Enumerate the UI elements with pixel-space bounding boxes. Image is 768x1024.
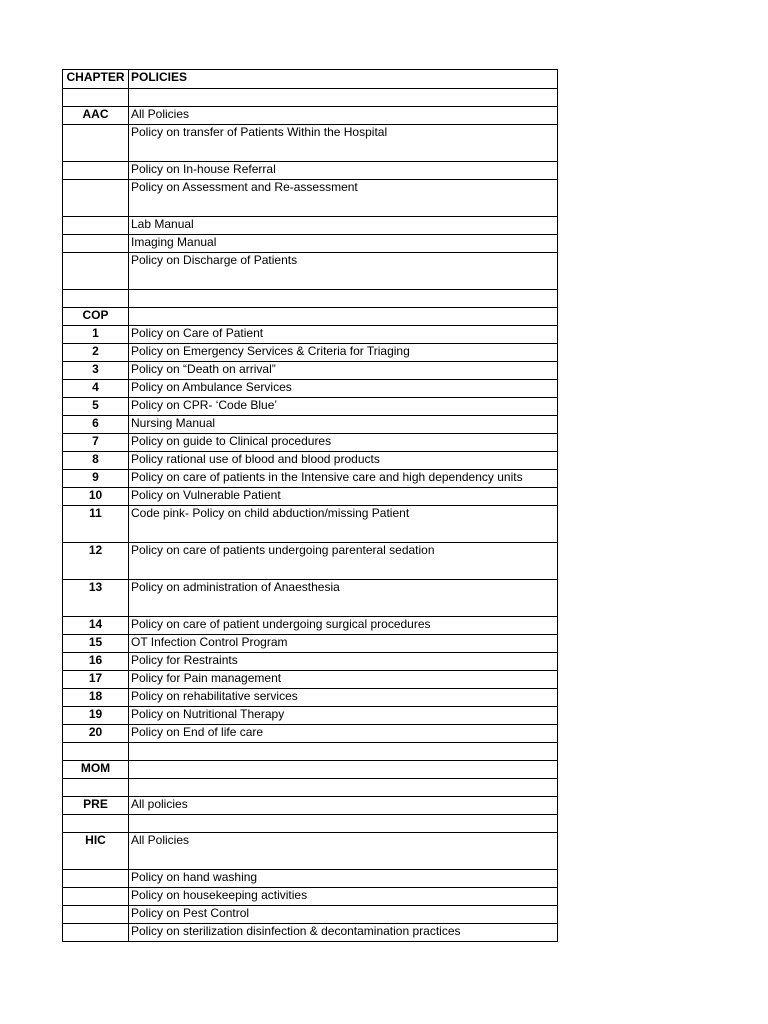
policy-table xyxy=(62,69,558,942)
chapter-cell: 17 xyxy=(63,671,129,689)
table-row xyxy=(63,743,558,761)
policy-cell: Policy on Assessment and Re-assessment xyxy=(129,180,558,217)
table-row xyxy=(63,906,558,924)
policy-cell: Policy for Restraints xyxy=(129,653,558,671)
chapter-cell xyxy=(63,125,129,162)
policy-cell: Policy on Emergency Services & Criteria for Triaging xyxy=(129,344,558,362)
policy-cell: All Policies xyxy=(129,833,558,870)
table-row xyxy=(63,761,558,779)
chapter-cell: AAC xyxy=(63,107,129,125)
table-row xyxy=(63,580,558,617)
table-row xyxy=(63,815,558,833)
policy-cell: Policy on End of life care xyxy=(129,725,558,743)
chapter-cell: 7 xyxy=(63,434,129,452)
chapter-cell: 11 xyxy=(63,506,129,543)
chapter-cell: 2 xyxy=(63,344,129,362)
policy-cell: All policies xyxy=(129,797,558,815)
table-row xyxy=(63,434,558,452)
policy-cell: Policy on administration of Anaesthesia xyxy=(129,580,558,617)
chapter-cell xyxy=(63,906,129,924)
chapter-cell xyxy=(63,743,129,761)
chapter-cell: 4 xyxy=(63,380,129,398)
policy-cell: Policy on housekeeping activities xyxy=(129,888,558,906)
chapter-cell: 5 xyxy=(63,398,129,416)
table-row xyxy=(63,380,558,398)
policy-cell: Lab Manual xyxy=(129,217,558,235)
table-row xyxy=(63,398,558,416)
chapter-cell xyxy=(63,779,129,797)
table-row xyxy=(63,635,558,653)
table-row xyxy=(63,326,558,344)
chapter-cell: 14 xyxy=(63,617,129,635)
table-header-row xyxy=(63,70,558,89)
policy-cell xyxy=(129,290,558,308)
chapter-cell: MOM xyxy=(63,761,129,779)
table-row xyxy=(63,689,558,707)
table-row xyxy=(63,89,558,107)
chapter-cell: 15 xyxy=(63,635,129,653)
policy-cell: Policy on hand washing xyxy=(129,870,558,888)
policy-cell xyxy=(129,779,558,797)
chapter-cell xyxy=(63,162,129,180)
chapter-cell: 13 xyxy=(63,580,129,617)
chapter-cell: 3 xyxy=(63,362,129,380)
policy-cell: Policy on In-house Referral xyxy=(129,162,558,180)
table-row xyxy=(63,707,558,725)
table-row xyxy=(63,308,558,326)
chapter-cell xyxy=(63,888,129,906)
table-row xyxy=(63,253,558,290)
chapter-cell xyxy=(63,290,129,308)
policy-cell: Policy on sterilization disinfection & decontamination practices xyxy=(129,924,558,942)
policy-cell: Policy on Vulnerable Patient xyxy=(129,488,558,506)
policy-cell: Policy on “Death on arrival” xyxy=(129,362,558,380)
chapter-cell xyxy=(63,180,129,217)
policy-cell: Policy on Discharge of Patients xyxy=(129,253,558,290)
table-row xyxy=(63,543,558,580)
policy-cell: All Policies xyxy=(129,107,558,125)
table-row xyxy=(63,452,558,470)
policy-cell: Policy for Pain management xyxy=(129,671,558,689)
policy-cell: Policy on care of patient undergoing surgical procedures xyxy=(129,617,558,635)
policy-cell: OT Infection Control Program xyxy=(129,635,558,653)
table-row xyxy=(63,290,558,308)
policy-cell: Policy on transfer of Patients Within the Hospital xyxy=(129,125,558,162)
chapter-cell xyxy=(63,924,129,942)
policy-cell: Nursing Manual xyxy=(129,416,558,434)
table-row xyxy=(63,924,558,942)
policy-cell xyxy=(129,743,558,761)
policy-cell xyxy=(129,89,558,107)
policy-cell xyxy=(129,308,558,326)
policy-cell: Policy on CPR- ‘Code Blue’ xyxy=(129,398,558,416)
chapter-cell: HIC xyxy=(63,833,129,870)
table-row xyxy=(63,725,558,743)
policy-cell xyxy=(129,815,558,833)
policy-cell xyxy=(129,761,558,779)
table-row xyxy=(63,617,558,635)
chapter-cell: PRE xyxy=(63,797,129,815)
chapter-cell xyxy=(63,815,129,833)
table-row xyxy=(63,833,558,870)
table-row xyxy=(63,870,558,888)
policy-cell: Policy on Care of Patient xyxy=(129,326,558,344)
table-row xyxy=(63,671,558,689)
table-row xyxy=(63,506,558,543)
chapter-cell: 10 xyxy=(63,488,129,506)
table-row xyxy=(63,470,558,488)
policy-cell: Policy on care of patients in the Intensive care and high dependency units xyxy=(129,470,558,488)
chapter-cell: 18 xyxy=(63,689,129,707)
table-row xyxy=(63,488,558,506)
table-row xyxy=(63,344,558,362)
chapter-cell: 19 xyxy=(63,707,129,725)
policy-cell: Policy on Ambulance Services xyxy=(129,380,558,398)
policy-cell: Imaging Manual xyxy=(129,235,558,253)
chapter-cell xyxy=(63,217,129,235)
chapter-cell: 8 xyxy=(63,452,129,470)
policy-table-body xyxy=(63,70,558,942)
chapter-cell: 12 xyxy=(63,543,129,580)
table-row xyxy=(63,416,558,434)
policy-cell: Policy on Nutritional Therapy xyxy=(129,707,558,725)
policy-cell: Policy on rehabilitative services xyxy=(129,689,558,707)
chapter-cell: COP xyxy=(63,308,129,326)
table-row xyxy=(63,217,558,235)
chapter-cell xyxy=(63,870,129,888)
table-row xyxy=(63,162,558,180)
table-row xyxy=(63,362,558,380)
table-row xyxy=(63,107,558,125)
table-row xyxy=(63,653,558,671)
chapter-cell xyxy=(63,235,129,253)
chapter-cell: 20 xyxy=(63,725,129,743)
chapter-cell: 6 xyxy=(63,416,129,434)
chapter-cell: 9 xyxy=(63,470,129,488)
table-row xyxy=(63,235,558,253)
chapter-cell xyxy=(63,253,129,290)
policy-cell: Policy on guide to Clinical procedures xyxy=(129,434,558,452)
table-row xyxy=(63,888,558,906)
table-row xyxy=(63,180,558,217)
policy-cell: Policy rational use of blood and blood products xyxy=(129,452,558,470)
policy-cell: Policy on care of patients undergoing parenteral sedation xyxy=(129,543,558,580)
chapter-cell xyxy=(63,89,129,107)
policy-cell: Policy on Pest Control xyxy=(129,906,558,924)
header-policies: POLICIES xyxy=(129,70,558,89)
policy-cell: Code pink- Policy on child abduction/missing Patient xyxy=(129,506,558,543)
header-chapter: CHAPTER xyxy=(63,70,129,89)
chapter-cell: 16 xyxy=(63,653,129,671)
table-row xyxy=(63,779,558,797)
table-row xyxy=(63,797,558,815)
table-row xyxy=(63,125,558,162)
chapter-cell: 1 xyxy=(63,326,129,344)
